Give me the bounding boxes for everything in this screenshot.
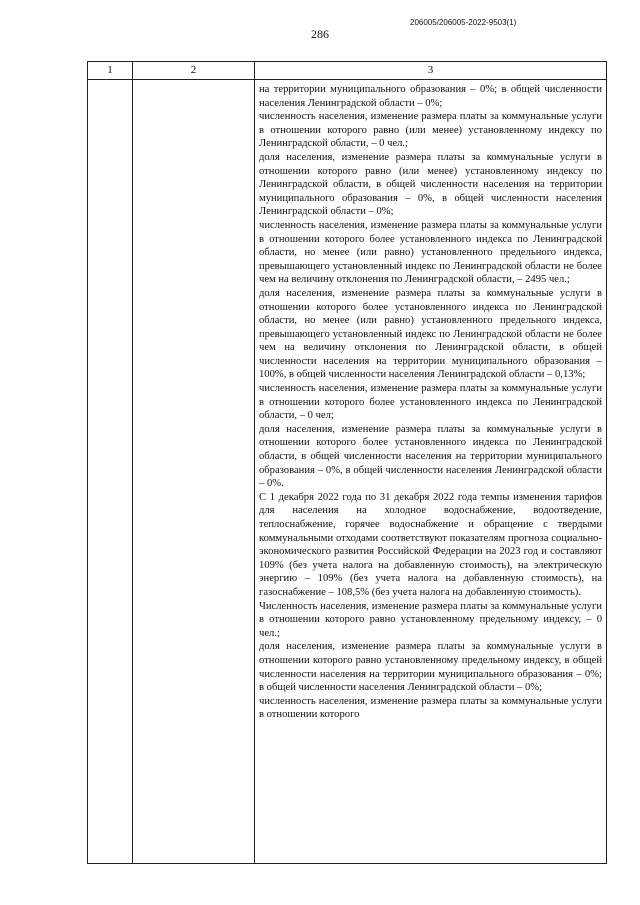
paragraph: численность населения, изменение размера платы за коммунальные услуги в отношении которого xyxy=(259,695,602,721)
table-header-row xyxy=(88,62,607,80)
column-header-1: 1 xyxy=(88,62,133,80)
paragraph: численность населения, изменение размера платы за коммунальные услуги в отношении которого более установленного индекса по Ленинградской области, но менее (или равно) установленного предельного индекса, превышающего установленный индекс по Ленинградской области не более чем на величину отклонения по Ленинградской области, – 2495 чел.; xyxy=(259,219,602,286)
paragraph: доля населения, изменение размера платы за коммунальные услуги в отношении которого более установленного индекса по Ленинградской области, но менее (или равно) установленного предельного индекса, превышающего установленный индекс по Ленинградской области не более чем на величину отклонения по Ленинградской области, в общей численности населения на территории муниципального образования – 100%, в общей численности населения Ленинградской области – 0,13%; xyxy=(259,287,602,381)
page-number: 286 xyxy=(311,27,329,41)
table-row xyxy=(88,80,607,864)
paragraph: на территории муниципального образования – 0%; в общей численности населения Ленинградской области – 0%; xyxy=(259,84,602,109)
paragraph: доля населения, изменение размера платы за коммунальные услуги в отношении которого равно установленному предельному индексу, в общей численности населения на территории муниципального образования – 0%; в общей численности населения Ленинградской области – 0%; xyxy=(259,641,602,694)
table-cell-1 xyxy=(88,80,133,864)
paragraph: С 1 декабря 2022 года по 31 декабря 2022 года темпы изменения тарифов для населения на холодное водоснабжение, водоотведение, теплоснабжение, горячее водоснабжение и обращение с твердыми коммунальными отходами соответствуют показателям прогноза социально-экономического развития Российской Федерации на 2023 год и составляют 109% (без учета налога на добавленную стоимость), на электрическую энергию – 109% (без учета налога на добавленную стоимость), на газоснабжение – 108,5% (без учета налога на добавленную стоимость). xyxy=(259,491,602,598)
paragraph: доля населения, изменение размера платы за коммунальные услуги в отношении которого равно (или менее) установленному индексу по Ленинградской области, в общей численности населения на территории муниципального образования – 0%, в общей численности населения Ленинградской области – 0%; xyxy=(259,151,602,218)
paragraph: численность населения, изменение размера платы за коммунальные услуги в отношении которого более установленного индекса по Ленинградской области, – 0 чел; xyxy=(259,383,602,422)
document-table xyxy=(87,61,607,864)
paragraph: численность населения, изменение размера платы за коммунальные услуги в отношении которого равно (или менее) установленному индексу по Ленинградской области, – 0 чел.; xyxy=(259,111,602,150)
table-cell-text xyxy=(255,80,607,864)
table-cell-2 xyxy=(133,80,255,864)
paragraph: Численность населения, изменение размера платы за коммунальные услуги в отношении которого равно установленному предельному индексу, – 0 чел.; xyxy=(259,600,602,639)
column-header-2: 2 xyxy=(133,62,255,80)
document-code: 206005/206005-2022-9503(1) xyxy=(410,18,517,27)
paragraph: доля населения, изменение размера платы за коммунальные услуги в отношении которого более установленного индекса по Ленинградской области, в общей численности населения на территории муниципального образования – 0%, в общей численности населения Ленинградской области – 0%. xyxy=(259,423,602,490)
column-header-3: 3 xyxy=(255,62,607,80)
